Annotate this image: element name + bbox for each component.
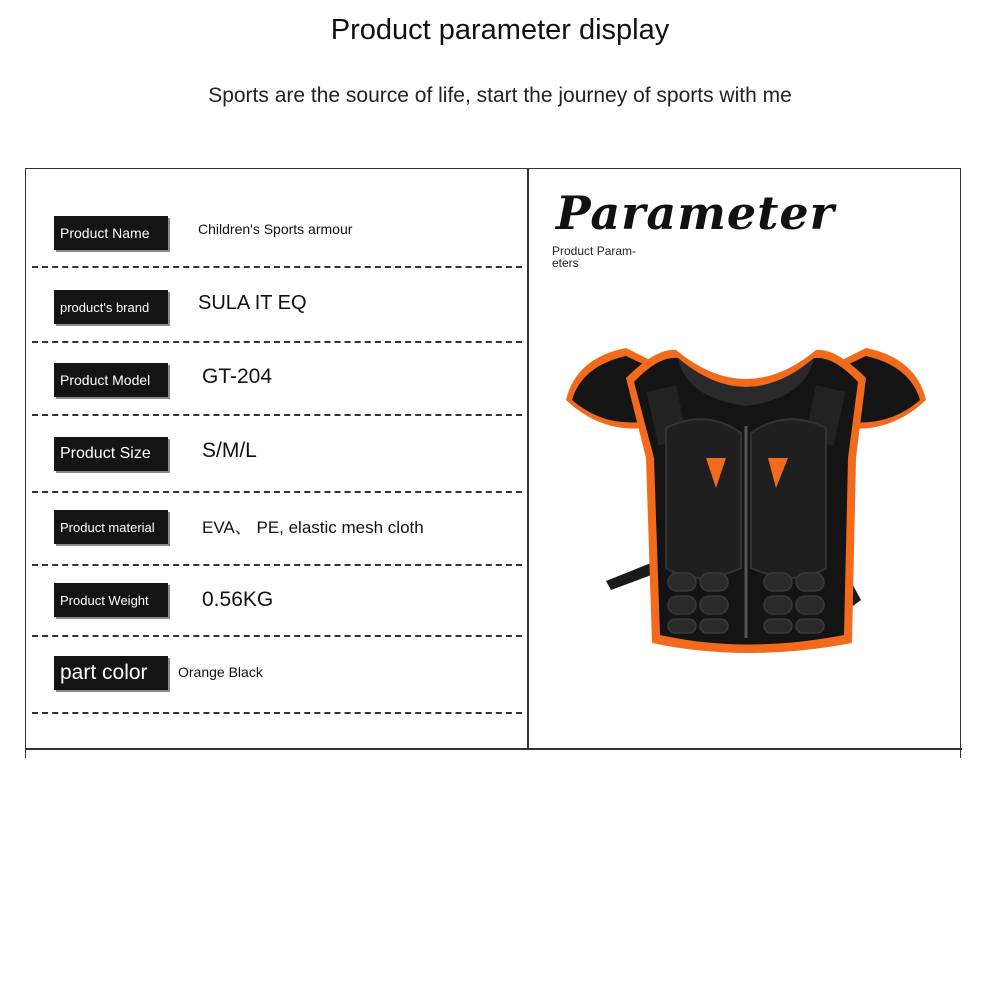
param-row-brand <box>32 270 522 344</box>
param-label: Product Name <box>54 216 168 250</box>
param-label: Product Model <box>54 363 168 397</box>
param-value: 0.56KG <box>202 588 274 611</box>
dotted-separator <box>32 341 522 343</box>
parameter-heading: Parameter <box>556 186 835 240</box>
dotted-separator <box>32 491 522 493</box>
dotted-separator <box>32 266 522 268</box>
parameter-subheading: Product Param-eters <box>552 244 637 270</box>
param-value: Orange Black <box>178 664 263 680</box>
param-value: SULA IT EQ <box>198 292 307 314</box>
param-row-weight <box>32 566 522 640</box>
protective-vest-illustration <box>556 338 936 668</box>
column-divider <box>527 168 529 748</box>
param-label: part color <box>54 656 168 690</box>
param-label: Product Weight <box>54 583 168 617</box>
param-label: Product material <box>54 510 168 544</box>
page-tagline: Sports are the source of life, start the journey of sports with me <box>208 84 792 107</box>
param-label: product's brand <box>54 290 168 324</box>
param-row-color <box>32 638 522 712</box>
dotted-separator <box>32 414 522 416</box>
param-row-material <box>32 494 522 568</box>
dotted-separator <box>32 635 522 637</box>
param-row-product-name <box>32 196 522 270</box>
param-row-size <box>32 418 522 492</box>
param-row-model <box>32 344 522 418</box>
param-label: Product Size <box>54 437 168 471</box>
page-title: Product parameter display <box>330 14 670 46</box>
param-value: EVA、 PE, elastic mesh cloth <box>202 518 424 537</box>
param-value: Children's Sports armour <box>198 221 353 237</box>
dotted-separator <box>32 712 522 714</box>
param-value: S/M/L <box>202 439 257 462</box>
frame-bottom-line <box>25 748 962 750</box>
param-value: GT-204 <box>202 365 273 388</box>
